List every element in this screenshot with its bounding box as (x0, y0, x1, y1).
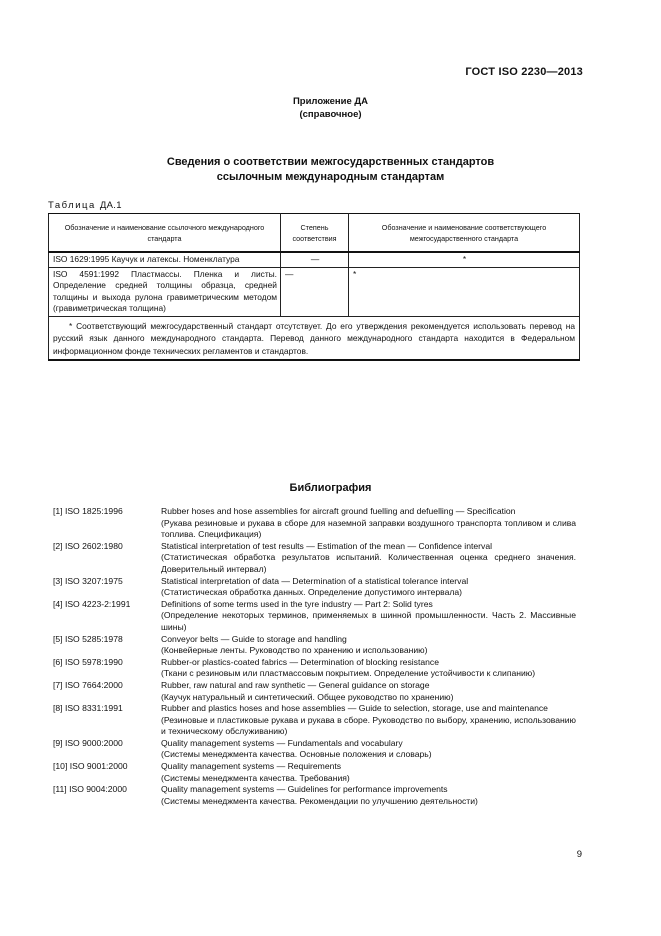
cell-reference: ISO 4591:1992 Пластмассы. Пленка и листы. Определение средней толщины образца, средней толщины и выхода рулона гравиметрическим методом (гравиметрическая толщина) (49, 267, 281, 316)
cell-reference: ISO 1629:1995 Каучук и латексы. Номенклатура (49, 252, 281, 267)
bib-russian-title: (Конвейерные ленты. Руководство по хранению и использованию) (161, 645, 428, 656)
bib-russian-title: (Резиновые и пластиковые рукава и рукава в сборе. Руководство по выбору, хранению, использованию и техническому обслуживанию) (161, 714, 576, 737)
bib-number: [9] ISO 9000:2000 (53, 737, 123, 748)
bib-number: [10] ISO 9001:2000 (53, 761, 128, 772)
table-caption-number: ДА.1 (99, 200, 122, 211)
bibliography-item (53, 576, 576, 599)
bibliography-item (53, 784, 576, 807)
bibliography-item (53, 506, 576, 541)
bibliography-item (53, 761, 576, 784)
bib-number: [1] ISO 1825:1996 (53, 506, 123, 516)
bib-english-title: Rubber and plastics hoses and hose assemblies — Guide to selection, storage, use and maintenance (161, 703, 548, 714)
bib-russian-title: (Каучук натуральный и синтетический. Общее руководство по хранению) (161, 691, 454, 702)
section-title-line2: ссылочным международным стандартам (216, 171, 445, 183)
bib-number: [2] ISO 2602:1980 (53, 540, 123, 551)
correspondence-table (48, 213, 580, 361)
bib-english-title: Quality management systems — Guidelines for performance improvements (161, 784, 448, 795)
bib-russian-title: (Статистическая обработка результатов испытаний. Количественная оценка среднего значения. Доверительный интервал) (161, 552, 576, 574)
bibliography-list (53, 506, 576, 807)
bib-english-title: Rubber, raw natural and raw synthetic — General guidance on storage (161, 679, 430, 690)
annex-title: Приложение ДА (292, 96, 369, 107)
bib-english-title: Quality management systems — Requirements (161, 761, 342, 772)
bib-russian-title: (Определение некоторых терминов, применяемых в шинной промышленности. Часть 2. Массивные шины) (161, 610, 576, 632)
bib-russian-title: (Статистическая обработка данных. Определение допустимого интервала) (161, 587, 463, 598)
bibliography-item (53, 703, 576, 738)
page-number: 9 (576, 849, 582, 860)
bibliography-item (53, 657, 576, 680)
header-national-standard: Обозначение и наименование соответствующего межгосударственного стандарта (349, 214, 580, 253)
bib-english-title: Statistical interpretation of data — Determination of a statistical tolerance interval (161, 575, 469, 586)
bibliography-item (53, 599, 576, 634)
bib-number: [4] ISO 4223-2:1991 (53, 598, 131, 609)
bibliography-item (53, 680, 576, 703)
bib-english-title: Statistical interpretation of test results — Estimation of the mean — Confidence interval (161, 540, 493, 551)
table-caption-prefix: Таблица (48, 200, 96, 211)
table-header-row (49, 214, 580, 253)
cell-national: * (349, 267, 580, 316)
bibliography-item (53, 541, 576, 576)
bib-english-title: Rubber-or plastics-coated fabrics — Determination of blocking resistance (161, 656, 439, 667)
cell-degree: — (281, 267, 349, 316)
bibliography-item (53, 738, 576, 761)
bib-english-title: Rubber hoses and hose assemblies for aircraft ground fuelling and defuelling — Specification (161, 506, 516, 516)
table-row (49, 267, 580, 316)
bib-number: [3] ISO 3207:1975 (53, 575, 123, 586)
bib-russian-title: (Системы менеджмента качества. Требования) (161, 772, 350, 783)
bib-english-title: Quality management systems — Fundamentals and vocabulary (161, 737, 403, 748)
bib-english-title: Definitions of some terms used in the tyre industry — Part 2: Solid tyres (161, 598, 433, 609)
cell-degree: — (281, 252, 349, 267)
bib-russian-title: (Системы менеджмента качества. Рекомендации по улучшению деятельности) (161, 795, 478, 806)
bib-number: [5] ISO 5285:1978 (53, 633, 123, 644)
header-reference-standard: Обозначение и наименование ссылочного международного стандарта (49, 214, 281, 253)
bib-number: [8] ISO 8331:1991 (53, 703, 123, 714)
bibliography-item (53, 634, 576, 657)
bib-english-title: Conveyor belts — Guide to storage and handling (161, 633, 347, 644)
bib-russian-title: (Системы менеджмента качества. Основные положения и словарь) (161, 749, 432, 760)
bibliography-title: Библиография (289, 482, 372, 494)
bib-number: [11] ISO 9004:2000 (53, 784, 127, 795)
bib-russian-title: (Ткани с резиновым или пластмассовым покрытием. Определение устойчивости к слипанию) (161, 668, 536, 679)
annex-subtitle: (справочное) (299, 109, 362, 120)
section-title-line1: Сведения о соответствии межгосударственных стандартов (166, 156, 495, 168)
table-footnote-row (49, 316, 580, 360)
document-code: ГОСТ ISO 2230—2013 (465, 66, 583, 78)
header-degree: Степень соответствия (281, 214, 349, 253)
table-caption (48, 200, 122, 211)
table-row (49, 252, 580, 267)
bib-number: [7] ISO 7664:2000 (53, 679, 123, 690)
bib-number: [6] ISO 5978:1990 (53, 656, 123, 667)
table-footnote: * Соответствующий межгосударственный стандарт отсутствует. До его утверждения рекомендуется использовать перевод на русский язык данного международного стандарта. Перевод данного международного стандарта находится в Федеральном информационном фонде технических регламентов и стандартов. (49, 316, 580, 360)
cell-national: * (349, 252, 580, 267)
bib-russian-title: (Рукава резиновые и рукава в сборе для наземной заправки воздушного транспорта топливом и слива топлива. Спецификация) (161, 517, 576, 540)
